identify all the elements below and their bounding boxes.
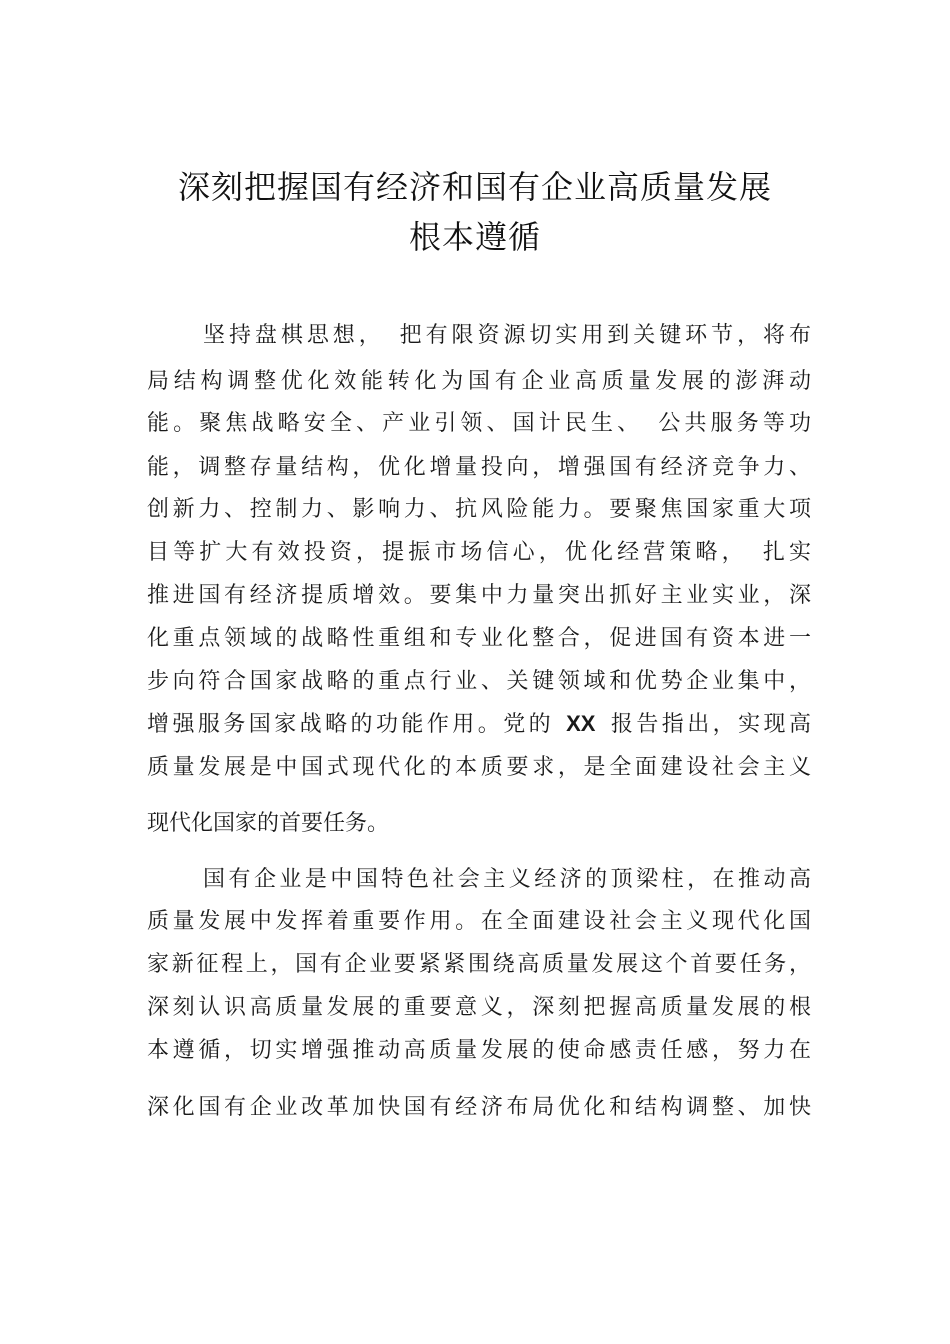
paragraph-1-line-4: 能，调整存量结构，优化增量投向，增强国有经济竞争力、 xyxy=(147,455,811,480)
document-title-line-1: 深刻把握国有经济和国有企业高质量发展 xyxy=(177,168,772,206)
paragraph-1-line-11: 质量发展是中国式现代化的本质要求，是全面建设社会主义 xyxy=(147,755,811,780)
paragraph-1-line-8: 化重点领域的战略性重组和专业化整合，促进国有资本进一 xyxy=(147,626,811,651)
paragraph-1-line-3: 能。聚焦战略安全、产业引领、国计民生、 公共服务等功 xyxy=(147,411,811,436)
paragraph-2-line-2: 质量发展中发挥着重要作用。在全面建设社会主义现代化国 xyxy=(147,909,811,934)
paragraph-1-line-6: 目等扩大有效投资，提振市场信心，优化经营策略， 扎实 xyxy=(147,540,811,565)
paragraph-2-line-1: 国有企业是中国特色社会主义经济的顶梁柱，在推动高 xyxy=(203,867,811,892)
paragraph-1-line-1: 坚持盘棋思想， 把有限资源切实用到关键环节，将布 xyxy=(203,323,811,348)
paragraph-2-line-3: 家新征程上，国有企业要紧紧围绕高质量发展这个首要任务， xyxy=(147,952,811,977)
paragraph-2-line-4: 深刻认识高质量发展的重要意义，深刻把握高质量发展的根 xyxy=(147,995,811,1020)
paragraph-1-line-2: 局结构调整优化效能转化为国有企业高质量发展的澎湃动 xyxy=(147,369,811,394)
paragraph-2-line-6: 深化国有企业改革加快国有经济布局优化和结构调整、加快 xyxy=(147,1095,811,1120)
paragraph-1-line-10 xyxy=(147,707,811,738)
document-title-line-2: 根本遵循 xyxy=(408,218,541,256)
paragraph-1-line-5: 创新力、控制力、影响力、抗风险能力。要聚焦国家重大项 xyxy=(147,497,811,522)
paragraph-1-line-10-part-c: 报告指出，实现高 xyxy=(607,712,811,737)
paragraph-2-line-5: 本遵循，切实增强推动高质量发展的使命感责任感，努力在 xyxy=(147,1038,811,1063)
paragraph-1-line-7: 推进国有经济提质增效。要集中力量突出抓好主业实业，深 xyxy=(147,583,811,608)
paragraph-1-line-9: 步向符合国家战略的重点行业、关键领域和优势企业集中， xyxy=(147,669,811,694)
paragraph-1-line-10-part-a: 增强服务国家战略的功能作用。党的 xyxy=(147,712,555,737)
redacted-congress-number: XX xyxy=(566,711,596,736)
paragraph-1-line-12: 现代化国家的首要任务。 xyxy=(147,811,390,836)
